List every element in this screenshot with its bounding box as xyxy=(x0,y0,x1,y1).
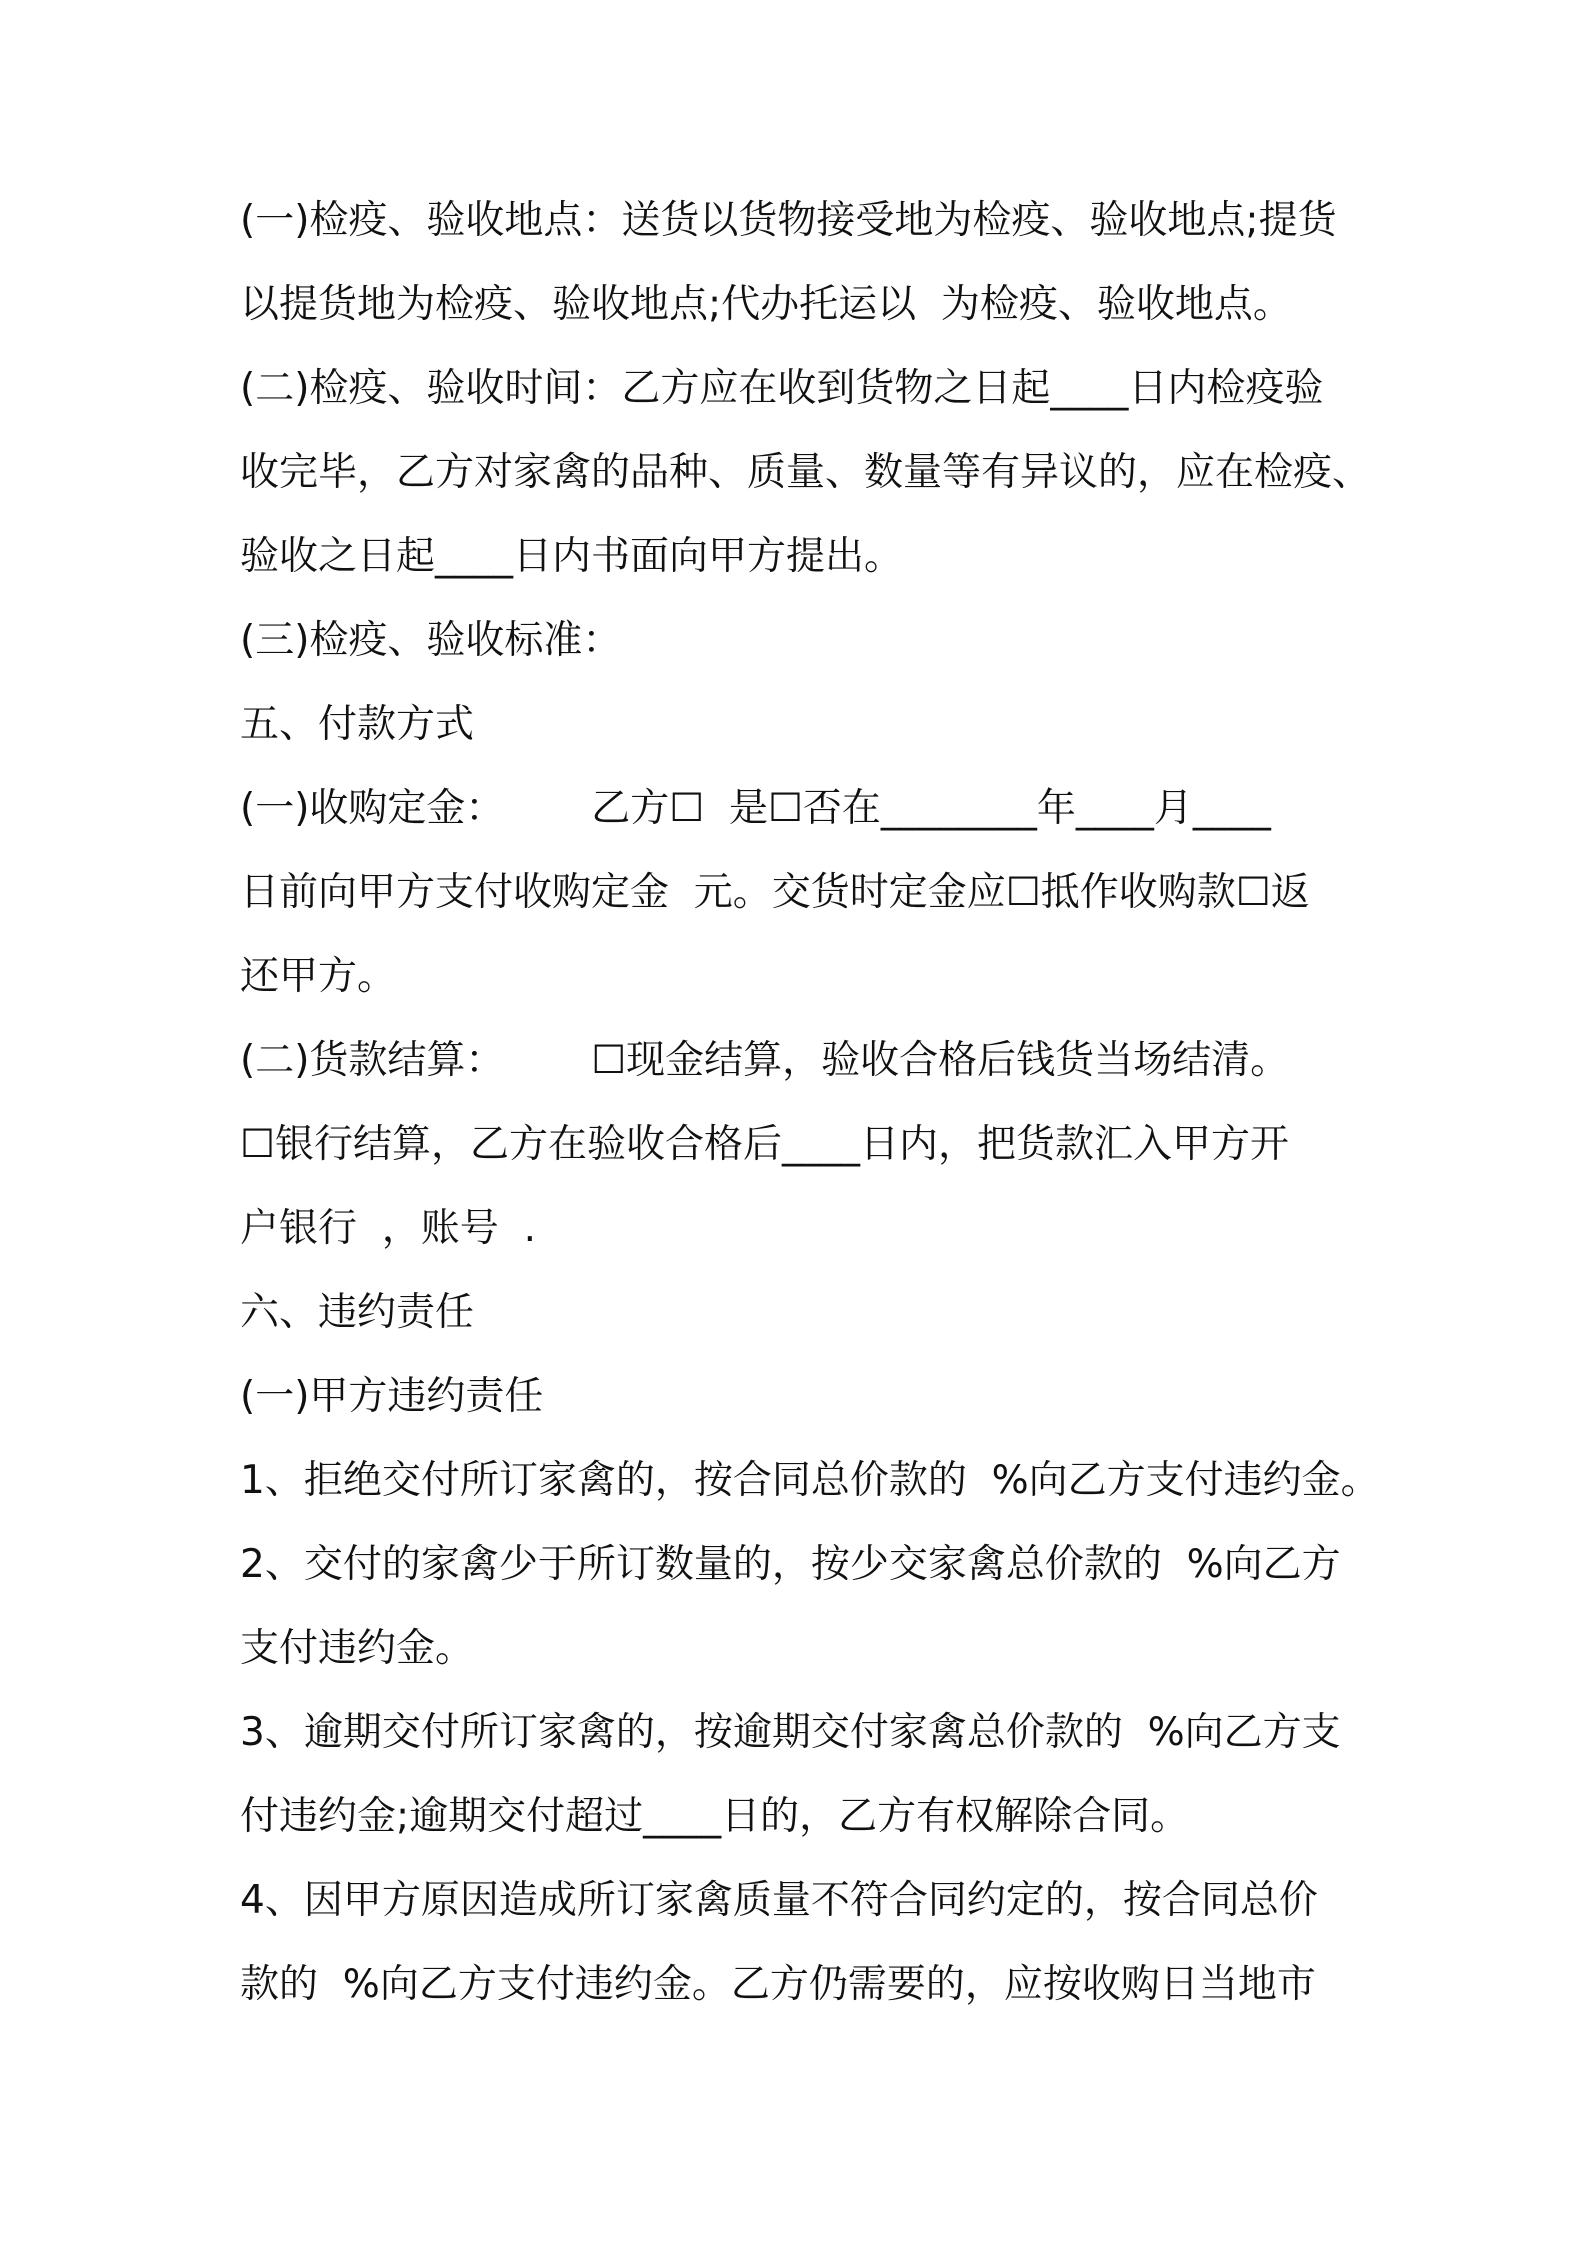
paragraph-line: 2、交付的家禽少于所订数量的，按少交家禽总价款的 %向乙方 xyxy=(240,1542,1341,1587)
paragraph-line: 1、拒绝交付所订家禽的，按合同总价款的 %向乙方支付违约金。 xyxy=(240,1458,1380,1503)
paragraph-line: (二)货款结算： ☐现金结算，验收合格后钱货当场结清。 xyxy=(240,1038,1290,1083)
paragraph-line: 3、逾期交付所订家禽的，按逾期交付家禽总价款的 %向乙方支 xyxy=(240,1710,1341,1755)
paragraph-line: 户银行 ，账号 . xyxy=(240,1206,536,1251)
paragraph-line: 日前向甲方支付收购定金 元。交货时定金应☐抵作收购款☐返 xyxy=(240,870,1310,915)
section-heading: 五、付款方式 xyxy=(240,702,475,747)
paragraph-line: 款的 %向乙方支付违约金。乙方仍需要的，应按收购日当地市 xyxy=(240,1962,1316,2007)
paragraph-line: 收完毕，乙方对家禽的品种、质量、数量等有异议的，应在检疫、 xyxy=(240,450,1372,495)
paragraph-line: 支付违约金。 xyxy=(240,1626,475,1671)
paragraph-line: 以提货地为检疫、验收地点;代办托运以 为检疫、验收地点。 xyxy=(240,282,1292,327)
section-heading: 六、违约责任 xyxy=(240,1290,475,1335)
paragraph-line: 付违约金;逾期交付超过____日的，乙方有权解除合同。 xyxy=(240,1794,1190,1839)
paragraph-line: (三)检疫、验收标准： xyxy=(240,618,622,663)
paragraph-line: (一)检疫、验收地点：送货以货物接受地为检疫、验收地点;提货 xyxy=(240,198,1337,243)
paragraph-line: 验收之日起____日内书面向甲方提出。 xyxy=(240,534,904,579)
paragraph-line: 还甲方。 xyxy=(240,954,397,999)
paragraph-line: (一)收购定金： 乙方☐ 是☐否在________年____月____ xyxy=(240,786,1271,831)
paragraph-line: (一)甲方违约责任 xyxy=(240,1374,544,1419)
paragraph-line: (二)检疫、验收时间：乙方应在收到货物之日起____日内检疫验 xyxy=(240,366,1324,411)
paragraph-line: ☐银行结算，乙方在验收合格后____日内，把货款汇入甲方开 xyxy=(240,1122,1289,1167)
paragraph-line: 4、因甲方原因造成所订家禽质量不符合同约定的，按合同总价 xyxy=(240,1878,1318,1923)
